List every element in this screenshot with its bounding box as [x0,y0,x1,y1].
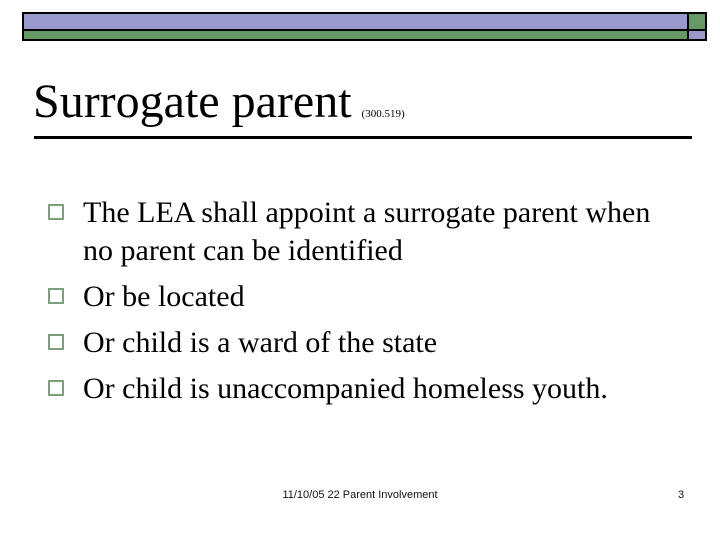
square-bullet-icon [48,204,64,220]
bullet-text: The LEA shall appoint a surrogate parent when no parent can be identified [83,196,651,267]
square-bullet-icon [48,334,64,350]
title-row [33,75,405,128]
bullet-text: Or be located [83,280,245,313]
square-bullet-icon [48,288,64,304]
header-decoration [22,12,707,41]
header-bar-green [24,31,687,39]
square-bullet-icon [48,380,64,396]
slide-footer: 11/10/05 22 Parent Involvement [282,489,438,501]
bullet-text: Or child is a ward of the state [83,326,438,359]
list-item [48,278,658,316]
list-item [48,194,658,270]
header-endcap-purple [689,31,705,39]
list-item [48,324,658,362]
list-item [48,370,658,408]
header-endcap-green [689,14,705,29]
bullet-text: Or child is unaccompanied homeless youth. [83,372,608,405]
slide-page-number: 3 [678,489,685,501]
title-underline-rule [34,136,692,139]
page-title: Surrogate parent [33,75,352,128]
title-regulation-ref: (300.519) [361,108,405,120]
bullet-list [48,194,658,416]
header-bar-purple [24,14,687,29]
